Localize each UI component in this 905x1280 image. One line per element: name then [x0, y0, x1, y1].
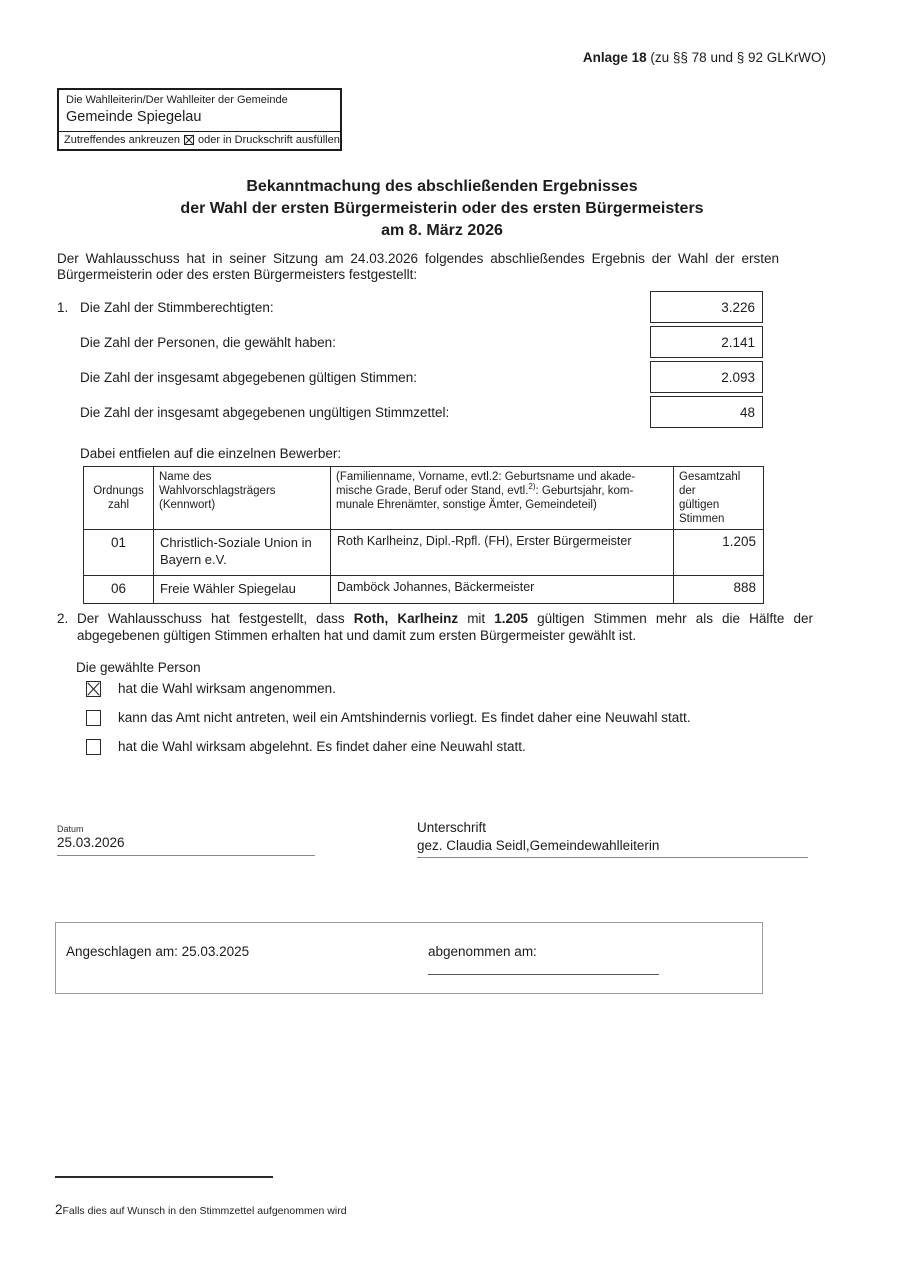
signature-value: gez. Claudia Seidl,Gemeindewahlleiterin: [417, 838, 660, 853]
posted-at-label: Angeschlagen am: 25.03.2025: [66, 944, 250, 959]
count-row-waehler: [57, 326, 763, 358]
header-line: Wahlvorschlagsträgers: [159, 485, 276, 497]
count-value-box: [650, 291, 763, 323]
checkbox-declined[interactable]: [86, 739, 101, 755]
removed-at-label: abgenommen am:: [428, 944, 537, 959]
count-value-box: [650, 326, 763, 358]
checkbox-hindrance[interactable]: [86, 710, 101, 726]
option-label: hat die Wahl wirksam angenommen.: [118, 681, 336, 696]
header-line-part: : Geburtsjahr, kom-: [535, 485, 634, 497]
posting-box: [55, 922, 763, 994]
option-declined: [86, 738, 826, 755]
cell-ordnungszahl: 01: [84, 530, 154, 576]
header-line: gültigen: [679, 499, 720, 511]
signature-line: [417, 857, 808, 858]
table-row: [84, 576, 764, 604]
header-line: (Familienname, Vorname, evtl.2: Geburtsname und akade-: [336, 471, 636, 483]
header-line: (Kennwort): [159, 499, 216, 511]
header-line: Gesamtzahl der: [679, 471, 741, 497]
text-part: gültigen Stimmen mehr als die Hälfte der abgegebenen gültigen Stimmen erhalten hat und damit zum ersten Bürgermeister gewählt ist.: [77, 611, 813, 643]
header-wahlvorschlagstraeger: [154, 467, 331, 530]
count-label: Die Zahl der insgesamt abgegebenen ungültigen Stimmzettel:: [80, 404, 450, 420]
winner-votes: 1.205: [494, 611, 529, 626]
cell-bewerber: Damböck Johannes, Bäckermeister: [331, 576, 674, 604]
header-line: zahl: [107, 499, 130, 511]
date-label: Datum: [57, 824, 84, 834]
section1-number: 1.: [57, 299, 69, 315]
section2-number: 2.: [57, 611, 69, 626]
count-row-stimmberechtigte: [57, 291, 763, 323]
title-line-3: am 8. März 2026: [381, 222, 503, 239]
elected-person-label: Die gewählte Person: [76, 660, 201, 675]
acceptance-options: [86, 680, 826, 767]
removed-at-line: [428, 974, 659, 975]
header-ordnungszahl: [84, 467, 154, 530]
count-label: Die Zahl der Stimmberechtigten:: [80, 299, 274, 315]
header-line: Stimmen: [679, 513, 725, 525]
annex-number: Anlage 18: [582, 50, 647, 65]
signature-area: [57, 820, 848, 870]
winner-name: Roth, Karlheinz: [353, 611, 459, 626]
option-hindrance: [86, 709, 826, 726]
count-label: Die Zahl der insgesamt abgegebenen gültigen Stimmen:: [80, 369, 417, 385]
result-declaration-section: [57, 611, 813, 644]
title-line-1: Bekanntmachung des abschließenden Ergebnisses: [246, 178, 638, 195]
option-accepted: [86, 680, 826, 697]
vote-count-section: [57, 291, 763, 431]
cell-traeger: Christlich-Soziale Union in Bayern e.V.: [154, 530, 331, 576]
issuer-role-label: Die Wahlleiterin/Der Wahlleiter der Gemeinde: [66, 94, 288, 106]
count-value: 3.226: [721, 299, 755, 315]
issuer-municipality: Gemeinde Spiegelau: [66, 109, 202, 125]
issuer-instruction-post: oder in Druckschrift ausfüllen: [197, 134, 340, 146]
candidates-table-intro: Dabei entfielen auf die einzelnen Bewerber:: [80, 446, 342, 461]
header-line: munale Ehrenämter, sonstige Ämter, Gemeindeteil): [336, 499, 597, 511]
header-bewerber: [331, 467, 674, 530]
cell-stimmen: 1.205: [674, 530, 764, 576]
cell-traeger: Freie Wähler Spiegelau: [154, 576, 331, 604]
result-declaration-text: [77, 611, 813, 644]
issuer-instruction-pre: Zutreffendes ankreuzen: [64, 134, 180, 146]
signature-block: [417, 820, 808, 858]
annex-reference: [0, 50, 826, 65]
option-label: kann das Amt nicht antreten, weil ein Amtshindernis vorliegt. Es findet daher eine Neuwahl statt.: [118, 710, 691, 725]
intro-paragraph: Der Wahlausschuss hat in seiner Sitzung am 24.03.2026 folgendes abschließendes Ergebnis der Wahl der ersten Bürgermeisterin oder des ersten Bürgermeisters festgestellt:: [57, 251, 779, 282]
cell-ordnungszahl: 06: [84, 576, 154, 604]
date-block: [57, 820, 315, 856]
footnote: [55, 1202, 347, 1217]
cell-bewerber: Roth Karlheinz, Dipl.-Rpfl. (FH), Erster Bürgermeister: [331, 530, 674, 576]
footnote-text: Falls dies auf Wunsch in den Stimmzettel aufgenommen wird: [62, 1205, 347, 1217]
count-label: Die Zahl der Personen, die gewählt haben:: [80, 334, 336, 350]
text-part: Der Wahlausschuss hat festgestellt, dass: [77, 611, 354, 626]
date-value: 25.03.2026: [57, 835, 125, 850]
count-value-box: [650, 361, 763, 393]
title-line-2: der Wahl der ersten Bürgermeisterin oder des ersten Bürgermeisters: [180, 200, 704, 217]
header-line: Name des: [159, 471, 212, 483]
header-gesamtzahl: [674, 467, 764, 530]
footnote-divider: [55, 1176, 273, 1178]
option-label: hat die Wahl wirksam abgelehnt. Es findet daher eine Neuwahl statt.: [118, 739, 526, 754]
count-row-gueltige-stimmen: [57, 361, 763, 393]
candidates-table: [83, 466, 764, 604]
issuer-instruction: [59, 131, 340, 149]
count-value: 2.093: [721, 369, 755, 385]
issuer-main: [59, 90, 340, 131]
header-line: [336, 484, 668, 498]
checked-box-glyph-icon: [184, 135, 194, 145]
page-title: [57, 176, 827, 242]
count-value-box: [650, 396, 763, 428]
signature-label: Unterschrift: [417, 820, 487, 835]
checkbox-accepted[interactable]: [86, 681, 101, 697]
issuer-box: [57, 88, 342, 151]
text-part: mit: [458, 611, 495, 626]
footnote-ref-2: 2): [528, 482, 536, 492]
count-value: 48: [739, 404, 755, 420]
count-row-ungueltige-stimmzettel: [57, 396, 763, 428]
count-value: 2.141: [721, 334, 755, 350]
date-signature-line: [57, 855, 315, 856]
table-header-row: [84, 467, 764, 530]
footnote-marker: 2: [55, 1202, 63, 1217]
table-row: [84, 530, 764, 576]
header-line-part: mische Grade, Beruf oder Stand, evtl.: [336, 485, 529, 497]
cell-stimmen: 888: [674, 576, 764, 604]
header-line: Ordnungs: [93, 485, 144, 497]
annex-legal-basis: (zu §§ 78 und § 92 GLKrWO): [646, 50, 826, 65]
